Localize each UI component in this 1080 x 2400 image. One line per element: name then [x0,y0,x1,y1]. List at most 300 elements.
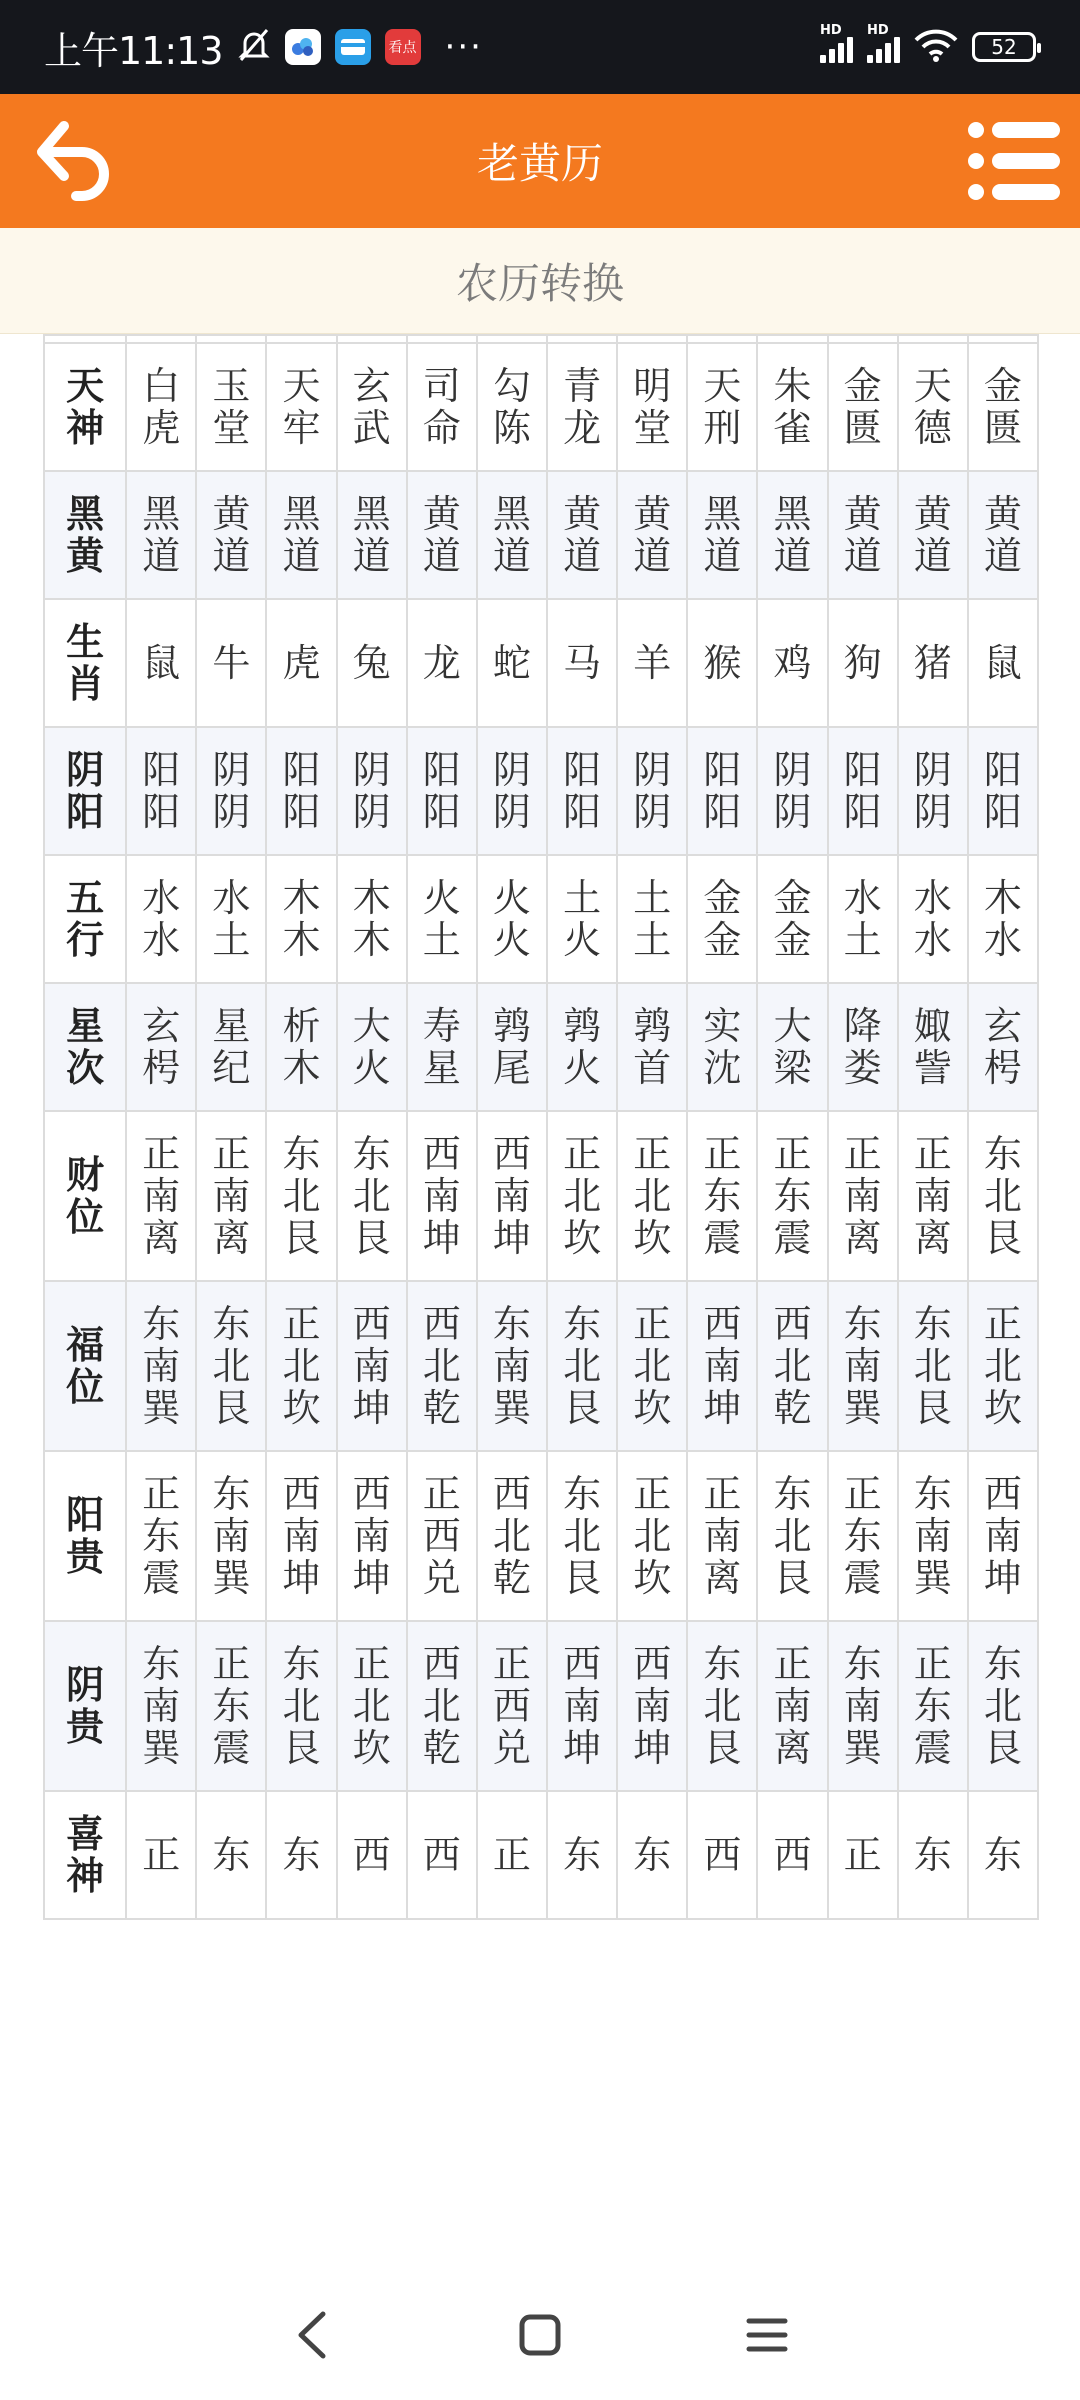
cell-char: 金 [773,876,812,920]
cell-char: 南 [282,1514,321,1558]
cell-char: 南 [212,1174,251,1218]
cell-char: 正 [142,1472,181,1516]
cell-char: 阴 [633,748,672,792]
cell-char: 坎 [563,1216,602,1260]
cell-char: 堂 [212,406,251,450]
row-header-char: 位 [66,1365,105,1409]
cell-char: 巽 [843,1726,882,1770]
cell-char: 北 [913,1344,952,1388]
cell-char: 巽 [142,1386,181,1430]
menu-icon [968,122,1060,138]
table-cell [617,855,687,983]
table-cell [477,1791,547,1919]
table-cell [828,727,898,855]
cell-char: 阴 [913,748,952,792]
nav-back-button[interactable] [278,2300,348,2370]
cell-char: 坤 [422,1216,461,1260]
cell-char: 阳 [983,748,1022,792]
cell-char: 东 [843,1514,882,1558]
row-header [44,1791,126,1919]
table-cell [757,335,827,343]
cell-char: 星 [422,1046,461,1090]
row-header-char: 星 [66,1004,105,1048]
cell-char: 艮 [282,1726,321,1770]
cell-char: 木 [282,876,321,920]
table-row [44,855,1038,983]
cell-char: 东 [212,1472,251,1516]
table-cell [407,1281,477,1451]
cell-char: 实 [703,1004,742,1048]
table-cell [126,1451,196,1621]
cell-char: 玉 [212,364,251,408]
battery-level: 52 [991,35,1017,59]
cell-char: 西 [633,1642,672,1686]
cell-char: 北 [563,1514,602,1558]
cell-char: 正 [142,1833,181,1877]
sub-header [0,228,1080,334]
table-cell [547,599,617,727]
row-header-char: 阴 [66,1663,105,1707]
cell-char: 正 [422,1472,461,1516]
cell-char: 道 [633,534,672,578]
row-header-char: 神 [66,406,105,450]
cell-char: 枵 [142,1046,181,1090]
cell-char: 德 [913,406,952,450]
cell-char: 猴 [703,641,742,685]
table-cell [617,1281,687,1451]
cell-char: 东 [563,1302,602,1346]
cell-char: 木 [282,918,321,962]
row-header-char: 阳 [66,790,105,834]
cell-char: 东 [913,1302,952,1346]
table-cell [337,983,407,1111]
cell-char: 东 [983,1642,1022,1686]
cell-char: 北 [282,1344,321,1388]
table-cell [407,343,477,471]
status-time: 上午11:13 [44,28,223,73]
cell-char: 北 [563,1344,602,1388]
cell-char: 火 [352,1046,391,1090]
table-cell [968,471,1038,599]
cell-char: 离 [142,1216,181,1260]
table-cell [266,983,336,1111]
cell-char: 黄 [843,492,882,536]
cell-char: 金 [703,918,742,962]
row-header-char: 次 [66,1046,105,1090]
cell-char: 西 [352,1833,391,1877]
cell-char: 西 [773,1833,812,1877]
cell-char: 离 [703,1556,742,1600]
table-cell [617,1621,687,1791]
cell-char: 尾 [492,1046,531,1090]
cell-char: 土 [563,876,602,920]
table-cell [968,1111,1038,1281]
signal-icon-2 [867,23,900,63]
table-cell [828,855,898,983]
cell-char: 北 [422,1684,461,1728]
table-cell [757,1111,827,1281]
signal-icon-1 [820,23,853,63]
hd-label-2: HD [867,23,889,38]
cell-char: 鹑 [492,1004,531,1048]
cell-char: 黄 [983,492,1022,536]
cell-char: 土 [633,918,672,962]
cell-char: 鸡 [773,641,812,685]
table-cell [687,343,757,471]
cell-char: 北 [983,1174,1022,1218]
cell-char: 兑 [492,1726,531,1770]
cell-char: 坎 [282,1386,321,1430]
cell-char: 寿 [422,1004,461,1048]
table-cell [617,599,687,727]
table-cell [687,983,757,1111]
table-cell [617,983,687,1111]
cell-char: 南 [142,1344,181,1388]
table-cell [828,1791,898,1919]
cell-char: 坤 [492,1216,531,1260]
table-cell [968,335,1038,343]
cell-char: 西 [492,1472,531,1516]
table-cell [337,335,407,343]
cell-char: 南 [212,1514,251,1558]
cell-char: 西 [422,1833,461,1877]
cell-char: 西 [422,1132,461,1176]
cell-char: 黄 [422,492,461,536]
table-cell [547,855,617,983]
table-cell [477,1621,547,1791]
nav-home-button[interactable] [505,2300,575,2370]
table-cell [126,1791,196,1919]
app-header [0,94,1080,228]
table-cell [898,343,968,471]
table-cell [687,1111,757,1281]
cell-char: 娵 [913,1004,952,1048]
table-cell [196,1791,266,1919]
cell-char: 梁 [773,1046,812,1090]
cell-char: 北 [563,1174,602,1218]
table-cell [687,727,757,855]
table-cell [266,855,336,983]
cell-char: 震 [212,1726,251,1770]
table-cell [757,1281,827,1451]
cell-char: 明 [633,364,672,408]
table-cell [617,1451,687,1621]
cell-char: 阴 [492,790,531,834]
status-bar [0,0,1080,94]
table-cell [477,471,547,599]
table-row [44,599,1038,727]
cell-char: 西 [703,1302,742,1346]
cell-char: 沈 [703,1046,742,1090]
cell-char: 黑 [282,492,321,536]
row-header-char: 肖 [66,662,105,706]
table-cell [266,1451,336,1621]
cell-char: 西 [983,1472,1022,1516]
cell-char: 北 [703,1684,742,1728]
cell-char: 南 [492,1344,531,1388]
row-header-char: 喜 [66,1812,105,1856]
row-header [44,727,126,855]
cell-char: 阳 [703,748,742,792]
table-cell [898,1111,968,1281]
cell-char: 司 [422,364,461,408]
table-cell [477,983,547,1111]
cell-char: 土 [843,918,882,962]
cell-char: 正 [703,1472,742,1516]
cell-char: 刑 [703,406,742,450]
cell-char: 东 [492,1302,531,1346]
cell-char: 震 [773,1216,812,1260]
cell-char: 东 [142,1514,181,1558]
cell-char: 龙 [422,641,461,685]
table-cell [828,1451,898,1621]
row-header [44,343,126,471]
cell-char: 堂 [633,406,672,450]
cell-char: 道 [843,534,882,578]
table-cell [477,855,547,983]
cell-char: 阴 [212,748,251,792]
table-cell [898,1451,968,1621]
table-cell [547,1111,617,1281]
cell-char: 阴 [352,790,391,834]
cell-char: 北 [212,1344,251,1388]
row-header-char: 行 [66,918,105,962]
table-cell [337,727,407,855]
table-cell [757,471,827,599]
cell-char: 东 [142,1302,181,1346]
cell-char: 南 [142,1684,181,1728]
cell-char: 大 [352,1004,391,1048]
cell-char: 离 [913,1216,952,1260]
cell-char: 兔 [352,641,391,685]
cell-char: 黑 [492,492,531,536]
table-cell [898,471,968,599]
cell-char: 南 [843,1684,882,1728]
cell-char: 南 [142,1174,181,1218]
cell-char: 西 [352,1302,391,1346]
table-cell [757,727,827,855]
table-cell [898,1791,968,1919]
table-cell [126,1111,196,1281]
row-header [44,1111,126,1281]
cell-char: 坤 [352,1556,391,1600]
cell-char: 南 [913,1174,952,1218]
table-cell [968,1281,1038,1451]
table-cell [477,343,547,471]
mute-bell-icon [237,27,271,67]
cell-char: 艮 [703,1726,742,1770]
table-cell [828,1621,898,1791]
cell-char: 正 [843,1132,882,1176]
table-cell [898,1281,968,1451]
cell-char: 坎 [633,1216,672,1260]
cell-char: 勾 [492,364,531,408]
cell-char: 正 [633,1472,672,1516]
cell-char: 道 [352,534,391,578]
table-cell [687,1281,757,1451]
table-cell [898,335,968,343]
cell-char: 天 [913,364,952,408]
cell-char: 黑 [352,492,391,536]
table-cell [617,471,687,599]
cell-char: 黑 [142,492,181,536]
cell-char: 西 [422,1514,461,1558]
cell-char: 水 [212,876,251,920]
table-cell [547,335,617,343]
cell-char: 黄 [913,492,952,536]
table-cell [196,727,266,855]
cell-char: 坤 [282,1556,321,1600]
cell-char: 坎 [983,1386,1022,1430]
almanac-table-container[interactable] [43,334,1039,2270]
cell-char: 南 [843,1344,882,1388]
row-header [44,1621,126,1791]
cell-char: 东 [983,1833,1022,1877]
table-cell [687,1621,757,1791]
cell-char: 北 [492,1514,531,1558]
cell-char: 东 [843,1642,882,1686]
table-cell [898,855,968,983]
table-cell [407,335,477,343]
table-cell [196,983,266,1111]
table-row [44,1281,1038,1451]
cell-char: 震 [703,1216,742,1260]
cell-char: 阳 [703,790,742,834]
cell-char: 东 [282,1642,321,1686]
cell-char: 朱 [773,364,812,408]
cell-char: 北 [773,1344,812,1388]
cell-char: 正 [773,1132,812,1176]
cell-char: 正 [633,1132,672,1176]
chevron-left-icon [293,2310,333,2360]
cell-char: 东 [142,1642,181,1686]
cell-char: 巽 [492,1386,531,1430]
table-cell [547,1451,617,1621]
table-row [44,343,1038,471]
cell-char: 水 [142,918,181,962]
cell-char: 坎 [633,1386,672,1430]
cell-char: 马 [563,641,602,685]
battery-icon [972,32,1036,62]
cell-char: 龙 [563,406,602,450]
cell-char: 鹑 [563,1004,602,1048]
cell-char: 青 [563,364,602,408]
table-cell [266,1111,336,1281]
table-cell [477,727,547,855]
cell-char: 道 [563,534,602,578]
cell-char: 南 [352,1344,391,1388]
cell-char: 道 [282,534,321,578]
table-cell [337,1791,407,1919]
table-cell [266,343,336,471]
cloud-app-icon [285,29,321,65]
table-cell [968,855,1038,983]
row-header [44,599,126,727]
row-header [44,471,126,599]
cell-char: 艮 [212,1386,251,1430]
table-cell [266,335,336,343]
table-cell [196,1111,266,1281]
menu-button[interactable] [968,122,1060,200]
table-cell [337,1621,407,1791]
row-header-char: 黄 [66,534,105,578]
table-cell [407,1791,477,1919]
cell-char: 正 [913,1642,952,1686]
table-cell [898,1621,968,1791]
cell-char: 火 [563,1046,602,1090]
home-square-icon [518,2313,562,2357]
nav-menu-button[interactable] [732,2300,802,2370]
table-row [44,727,1038,855]
cell-char: 鼠 [983,641,1022,685]
table-cell [126,335,196,343]
table-cell [828,983,898,1111]
cell-char: 火 [492,876,531,920]
table-cell [126,343,196,471]
cell-char: 玄 [983,1004,1022,1048]
cell-char: 金 [843,364,882,408]
cell-char: 东 [282,1833,321,1877]
table-cell [126,983,196,1111]
table-cell [266,1621,336,1791]
table-cell [266,471,336,599]
almanac-table [43,334,1039,1920]
cell-char: 东 [212,1684,251,1728]
cell-char: 坤 [352,1386,391,1430]
cell-char: 西 [703,1833,742,1877]
table-cell [477,1451,547,1621]
cell-char: 南 [843,1174,882,1218]
cell-char: 正 [913,1132,952,1176]
cell-char: 訾 [913,1046,952,1090]
cell-char: 正 [703,1132,742,1176]
page-title: 老黄历 [476,139,603,188]
table-cell [407,1111,477,1281]
cell-char: 北 [282,1174,321,1218]
cell-char: 阴 [633,790,672,834]
table-cell [687,599,757,727]
hd-label-1: HD [820,23,842,38]
table-cell [757,855,827,983]
table-cell [196,1281,266,1451]
cell-char: 道 [703,534,742,578]
cell-char: 蛇 [492,641,531,685]
cell-char: 黑 [703,492,742,536]
cell-char: 正 [843,1472,882,1516]
cell-char: 艮 [773,1556,812,1600]
table-cell [126,599,196,727]
cell-char: 正 [212,1132,251,1176]
table-cell [407,983,477,1111]
table-cell [968,1451,1038,1621]
cell-char: 坤 [703,1386,742,1430]
cell-char: 离 [773,1726,812,1770]
cell-char: 南 [563,1684,602,1728]
cell-char: 鼠 [142,641,181,685]
cell-char: 东 [633,1833,672,1877]
cell-char: 东 [212,1833,251,1877]
cell-char: 阴 [352,748,391,792]
cell-char: 艮 [913,1386,952,1430]
table-cell [617,335,687,343]
cell-char: 艮 [983,1216,1022,1260]
cell-char: 匮 [983,406,1022,450]
table-cell [196,335,266,343]
table-cell [828,599,898,727]
table-cell [337,343,407,471]
back-button[interactable] [36,118,116,204]
cell-char: 正 [352,1642,391,1686]
